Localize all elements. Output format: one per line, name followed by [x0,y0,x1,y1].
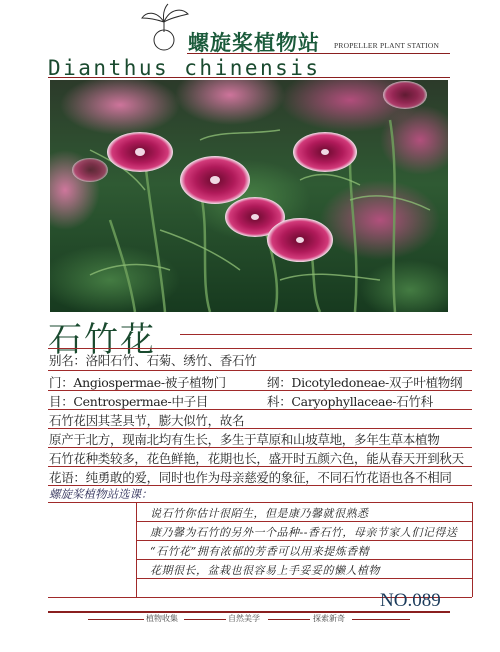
info-rule-5 [48,447,472,448]
title-rule [180,334,472,335]
plant-title: 石竹花 [48,320,156,360]
footer-item-collect: 植物收集 [146,614,178,623]
plant-alias: 别名：洛阳石竹、石菊、绣竹、香石竹 [49,353,257,368]
notes-rule-0 [48,502,472,503]
info-rule-4 [48,428,472,429]
notes-rule-4 [136,578,472,579]
info-rule-2 [48,390,472,391]
info-rule-0 [48,348,472,349]
plant-desc-4: 花语：纯勇敢的爱，同时也作为母亲慈爱的象征，不同石竹花语也各不相同 [49,470,452,485]
plant-order: 目：Centrospermae-中子目 [49,394,209,409]
footer-dash-1 [88,619,144,620]
notes-right-border [472,502,473,597]
footer-dash-3 [268,619,310,620]
header-divider [187,53,450,54]
footer-dash-2 [184,619,226,620]
plant-phylum: 门：Angiospermae-被子植物门 [49,375,226,390]
notes-rule-3 [136,559,472,560]
propeller-logo-icon [136,2,192,52]
plant-desc-1: 石竹花因其茎具节，膨大似竹，故名 [49,413,245,428]
catalog-number: NO.089 [380,590,441,611]
plant-class: 纲：Dicotyledoneae-双子叶植物纲 [267,375,463,390]
note-line-3: “石竹花”拥有浓郁的芳香可以用来提炼香精 [150,545,370,558]
info-rule-1 [48,370,472,371]
note-line-2: 康乃馨为石竹的另外一个品种--香石竹，母亲节家人们记得送 [150,526,458,539]
plant-desc-3: 石竹花种类较多，花色鲜艳，花期也长，盛开时五颜六色，能从春天开到秋天 [49,451,464,466]
notes-rule-1 [136,521,472,522]
plant-desc-2: 原产于北方，现南北均有生长，多生于草原和山坡草地，多年生草本植物 [49,432,440,447]
footer-dash-4 [352,619,410,620]
info-rule-3 [48,409,472,410]
footer-item-aesthetics: 自然美学 [228,614,260,623]
station-name-en: PROPELLER PLANT STATION [334,41,440,50]
footer-item-explore: 探索新奇 [313,614,345,623]
note-line-1: 说石竹你估计很陌生，但是康乃馨就很熟悉 [150,507,369,520]
plant-family: 科：Caryophyllaceae-石竹科 [267,394,433,409]
flower-photo [50,80,448,312]
notes-left-border [136,502,137,597]
latin-name: Dianthus chinensis [48,56,321,80]
info-rule-6 [48,466,472,467]
note-line-4: 花期很长，盆栽也很容易上手妥妥的懒人植物 [150,564,380,577]
station-name: 螺旋桨植物站 [188,30,320,55]
notes-heading: 螺旋桨植物站选课： [49,487,153,501]
notes-rule-2 [136,540,472,541]
